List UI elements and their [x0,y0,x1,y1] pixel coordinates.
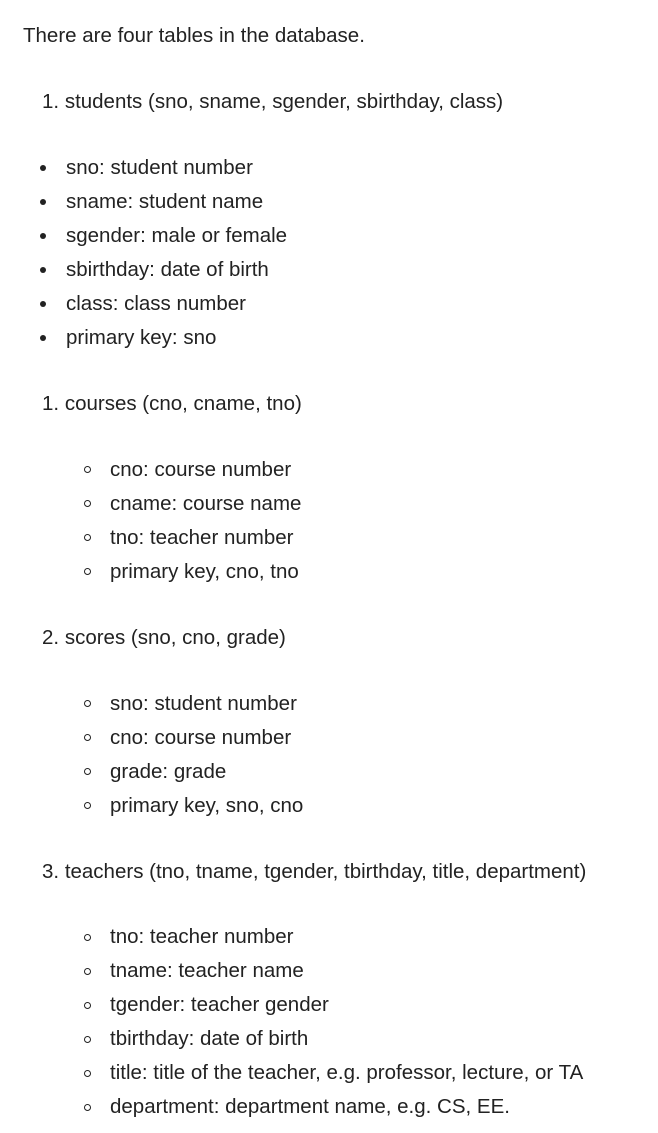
section-title: teachers (tno, tname, tgender, tbirthday, title, department) [64,860,587,883]
list-item: cno: course number [110,458,292,481]
list-item: tname: teacher name [110,959,304,982]
circle-bullet-icon [84,1002,91,1009]
section-heading-students [42,90,503,114]
disc-bullet-icon [40,301,46,307]
list-item: cno: course number [110,726,292,749]
circle-bullet-icon [84,734,91,741]
list-item: tno: teacher number [110,526,294,549]
list-item: sbirthday: date of birth [66,258,269,281]
list-item: sgender: male or female [66,224,288,247]
section-heading-teachers [42,860,586,884]
circle-bullet-icon [84,934,91,941]
section-heading-scores [42,626,286,650]
list-item: primary key: sno [66,326,217,349]
intro-paragraph: There are four tables in the database. [23,24,365,47]
circle-bullet-icon [84,1036,91,1043]
section-heading-courses [42,392,302,416]
section-title: courses (cno, cname, tno) [64,392,302,415]
list-item: sname: student name [66,190,264,213]
circle-bullet-icon [84,568,91,575]
circle-bullet-icon [84,768,91,775]
section-number: 1. [42,392,60,415]
circle-bullet-icon [84,968,91,975]
circle-bullet-icon [84,700,91,707]
list-item: department: department name, e.g. CS, EE. [110,1095,510,1118]
list-item: grade: grade [110,760,227,783]
list-item: primary key, cno, tno [110,560,299,583]
disc-bullet-icon [40,267,46,273]
disc-bullet-icon [40,165,46,171]
circle-bullet-icon [84,1070,91,1077]
list-item: tgender: teacher gender [110,993,329,1016]
disc-bullet-icon [40,233,46,239]
section-title: scores (sno, cno, grade) [64,626,286,649]
circle-bullet-icon [84,534,91,541]
circle-bullet-icon [84,802,91,809]
list-item: title: title of the teacher, e.g. professor, lecture, or TA [110,1061,584,1084]
list-item: tno: teacher number [110,925,294,948]
list-item: cname: course name [110,492,302,515]
list-item: sno: student number [110,692,297,715]
disc-bullet-icon [40,199,46,205]
section-title: students (sno, sname, sgender, sbirthday, class) [64,90,504,113]
disc-bullet-icon [40,335,46,341]
circle-bullet-icon [84,500,91,507]
circle-bullet-icon [84,466,91,473]
list-item: class: class number [66,292,247,315]
section-number: 2. [42,626,60,649]
circle-bullet-icon [84,1104,91,1111]
section-number: 1. [42,90,60,113]
list-item: primary key, sno, cno [110,794,304,817]
section-number: 3. [42,860,60,883]
list-item: sno: student number [66,156,253,179]
list-item: tbirthday: date of birth [110,1027,309,1050]
